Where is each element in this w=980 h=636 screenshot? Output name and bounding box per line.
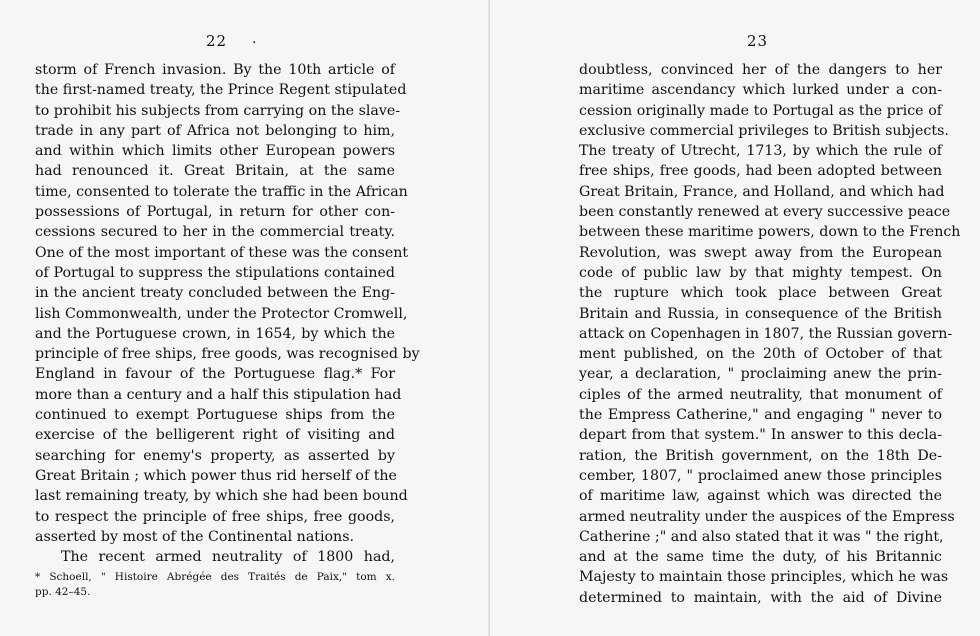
right-page-body [579,60,961,608]
text-line: cession originally made to Portugal as the price of [579,102,942,119]
text-line: Catherine ;" and also stated that it was " the right, [579,528,944,545]
text-line: trade in any part of Africa not belonging to him, [35,122,395,139]
text-line: One of the most important of these was the consent [35,244,409,261]
right-page [490,0,980,636]
text-line: armed neutrality under the auspices of the Empress [579,508,955,525]
text-line: to respect the principle of free ships, free goods, [35,508,395,525]
left-page-body [35,60,420,567]
text-line: between these maritime powers, down to the French [579,224,961,241]
text-line: the first-named treaty, the Prince Regent stipulated [35,82,407,99]
left-page-number: 22 [206,32,228,50]
text-line: exercise of the belligerent right of visiting and [35,427,395,444]
text-line: ration, the British government, on the 18th De- [579,447,942,464]
text-line: the rupture which took place between Great [579,285,942,302]
text-line: and the Portuguese crown, in 1654, by which the [35,325,395,342]
text-line: of maritime law, against which was directed the [579,488,942,505]
text-line: more than a century and a half this stipulation had [35,386,402,403]
text-line: free ships, free goods, had been adopted between [579,163,942,180]
text-line: Majesty to maintain those principles, which he was [579,569,949,586]
text-line: continued to exempt Portuguese ships from the [35,407,395,424]
text-line: and at the same time the duty, of his Britannic [579,549,942,566]
text-line: maritime ascendancy which lurked under a con- [579,82,942,99]
footnote-line: pp. 42–45. [35,586,91,598]
footnote [35,570,395,600]
text-line: been constantly renewed at every successive peace [579,204,951,221]
text-line: of Portugal to suppress the stipulations contained [35,264,395,281]
text-line: attack on Copenhagen in 1807, the Russian govern- [579,325,953,342]
text-line: depart from that system." In answer to this decla- [579,427,942,444]
footnote-line: * Schoell, " Histoire Abrégée des Traités de Paix," tom x. [35,571,395,583]
text-line: England in favour of the Portuguese flag.* For [35,366,395,383]
text-line: to prohibit his subjects from carrying on the slave- [35,102,401,119]
text-line: principle of free ships, free goods, was recognised by [35,346,420,363]
text-line: Britain and Russia, in consequence of the British [579,305,942,322]
text-line: ciples of the armed neutrality, that monument of [579,386,942,403]
text-line: searching for enemy's property, as asserted by [35,447,395,464]
text-line: and within which limits other European powers [35,143,395,160]
text-line: code of public law by that mighty tempest. On [579,264,942,281]
text-line: time, consented to tolerate the traffic in the African [35,183,408,200]
text-line: determined to maintain, with the aid of Divine [579,589,942,606]
text-line: storm of French invasion. By the 10th article of [35,62,395,78]
text-line: the Empress Catherine," and engaging " never to [579,407,942,424]
text-line: cember, 1807, " proclaimed anew those principles [579,467,942,484]
text-line: year, a declaration, " proclaiming anew the prin- [579,366,942,383]
text-line: doubtless, convinced her of the dangers to her [579,62,942,78]
right-page-number: 23 [747,32,769,50]
text-line: last remaining treaty, by which she had been bound [35,488,408,505]
text-line: lish Commonwealth, under the Protector Cromwell, [35,305,408,322]
text-line: ment published, on the 20th of October of that [579,346,942,363]
text-line: Great Britain, France, and Holland, and which had [579,183,945,200]
text-line: exclusive commercial privileges to British subjects. [579,122,949,139]
text-line: The treaty of Utrecht, 1713, by which the rule of [579,143,942,160]
text-line: Revolution, was swept away from the European [579,244,942,261]
text-line: asserted by most of the Continental nations. [35,528,354,545]
text-line: The recent armed neutrality of 1800 had, [61,549,395,566]
left-page-dot: . [252,31,257,47]
text-line: cessions secured to her in the commercial treaty. [35,224,395,241]
text-line: Great Britain ; which power thus rid herself of the [35,467,397,484]
text-line: possessions of Portugal, in return for other con- [35,204,395,221]
text-line: in the ancient treaty concluded between the Eng- [35,285,395,302]
text-line: had renounced it. Great Britain, at the same [35,163,395,180]
